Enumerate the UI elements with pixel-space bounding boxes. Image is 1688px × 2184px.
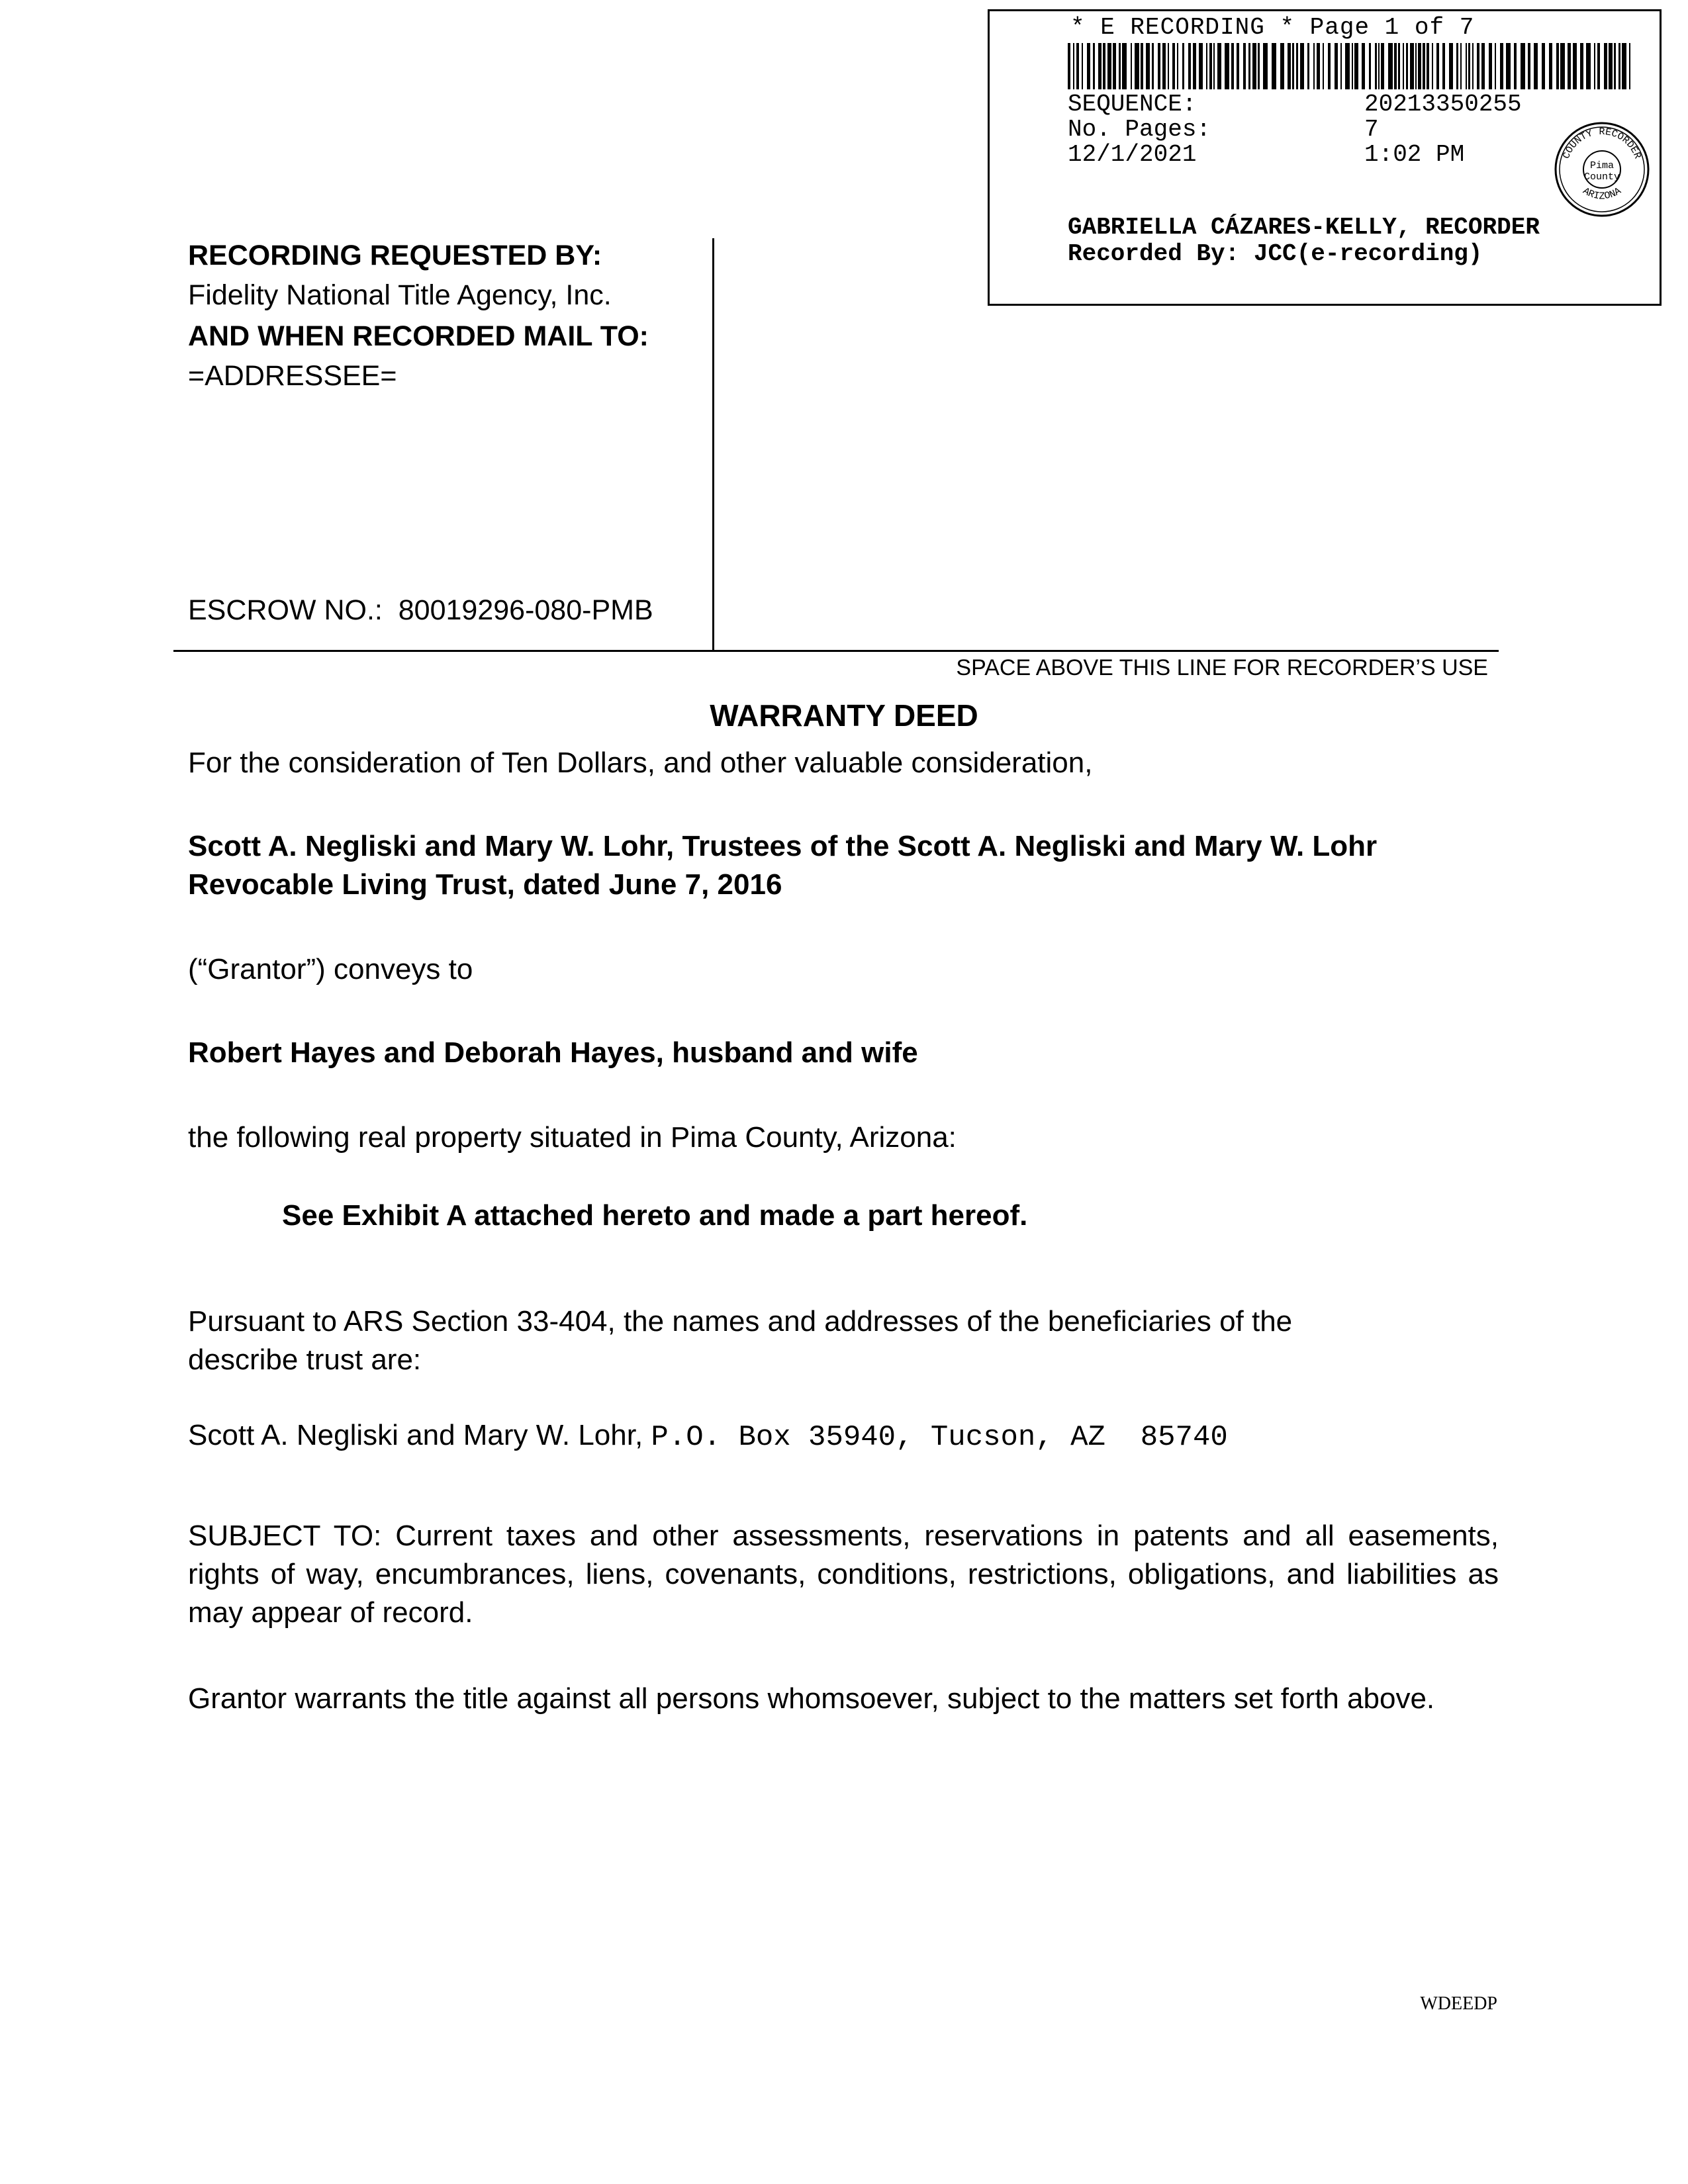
requested-by-value: Fidelity National Title Agency, Inc. <box>188 279 612 311</box>
recorder-use-line <box>173 650 1499 652</box>
seal-top-text: COUNTY RECORDER <box>1560 126 1644 161</box>
barcode-icon <box>1068 43 1630 89</box>
recorder-stamp <box>988 9 1662 306</box>
seal-inner-line1: Pima <box>1589 160 1615 171</box>
recording-date: 12/1/2021 <box>1068 141 1197 168</box>
recording-time: 1:02 PM <box>1364 141 1465 168</box>
escrow-value: 80019296-080-PMB <box>398 594 653 626</box>
sequence-value: 20213350255 <box>1364 91 1522 118</box>
conveys-text: (“Grantor”) conveys to <box>188 953 473 985</box>
page-title: WARRANTY DEED <box>710 698 978 733</box>
recorder-name: GABRIELLA CÁZARES-KELLY, RECORDER <box>1068 214 1540 241</box>
grantee-text: Robert Hayes and Deborah Hayes, husband and wife <box>188 1036 918 1069</box>
warranty-paragraph: Grantor warrants the title against all persons whomsoever, subject to the matters set forth above. <box>188 1682 1435 1715</box>
seal-inner-line2: County <box>1583 171 1620 183</box>
ars-line-2: describe trust are: <box>188 1343 422 1376</box>
consideration-text: For the consideration of Ten Dollars, and other valuable consideration, <box>188 747 1093 779</box>
subject-to-paragraph: SUBJECT TO: Current taxes and other assessments, reservations in patents and all easements, rights of way, encumbrances, liens, covenants, conditions, restrictions, obligations, and liabilities as may appear of record. <box>188 1520 1499 1629</box>
header-divider-vertical <box>712 238 714 650</box>
form-code: WDEEDP <box>1420 1993 1497 2014</box>
pages-label: No. Pages: <box>1068 116 1211 143</box>
recorder-space-note: SPACE ABOVE THIS LINE FOR RECORDER’S USE <box>956 655 1488 680</box>
sequence-label: SEQUENCE: <box>1068 91 1197 118</box>
grantor-line-2: Revocable Living Trust, dated June 7, 2016 <box>188 868 782 901</box>
beneficiaries-line <box>188 1416 1228 1457</box>
escrow-number <box>188 594 653 627</box>
mail-to-value: =ADDRESSEE= <box>188 360 397 392</box>
seal-bottom-text: ARIZONA <box>1580 185 1624 203</box>
mail-to-label: AND WHEN RECORDED MAIL TO: <box>188 320 649 352</box>
county-seal-icon <box>1552 120 1652 219</box>
ars-line-1: Pursuant to ARS Section 33-404, the names and addresses of the beneficiaries of the <box>188 1305 1293 1338</box>
beneficiary-names: Scott A. Negliski and Mary W. Lohr, <box>188 1419 643 1451</box>
pages-value: 7 <box>1364 116 1379 143</box>
svg-text:COUNTY RECORDER <box>1561 126 1643 160</box>
grantor-line-1: Scott A. Negliski and Mary W. Lohr, Trustees of the Scott A. Negliski and Mary W. Lohr <box>188 830 1378 862</box>
beneficiary-address: P.O. Box 35940, Tucson, AZ 85740 <box>651 1421 1228 1454</box>
escrow-label: ESCROW NO.: <box>188 594 383 626</box>
exhibit-reference: See Exhibit A attached hereto and made a part hereof. <box>282 1199 1028 1232</box>
property-text: the following real property situated in Pima County, Arizona: <box>188 1121 957 1154</box>
stamp-header: * E RECORDING * Page 1 of 7 <box>1070 14 1475 41</box>
recorded-by: Recorded By: JCC(e-recording) <box>1068 240 1483 267</box>
requested-by-label: RECORDING REQUESTED BY: <box>188 240 602 271</box>
